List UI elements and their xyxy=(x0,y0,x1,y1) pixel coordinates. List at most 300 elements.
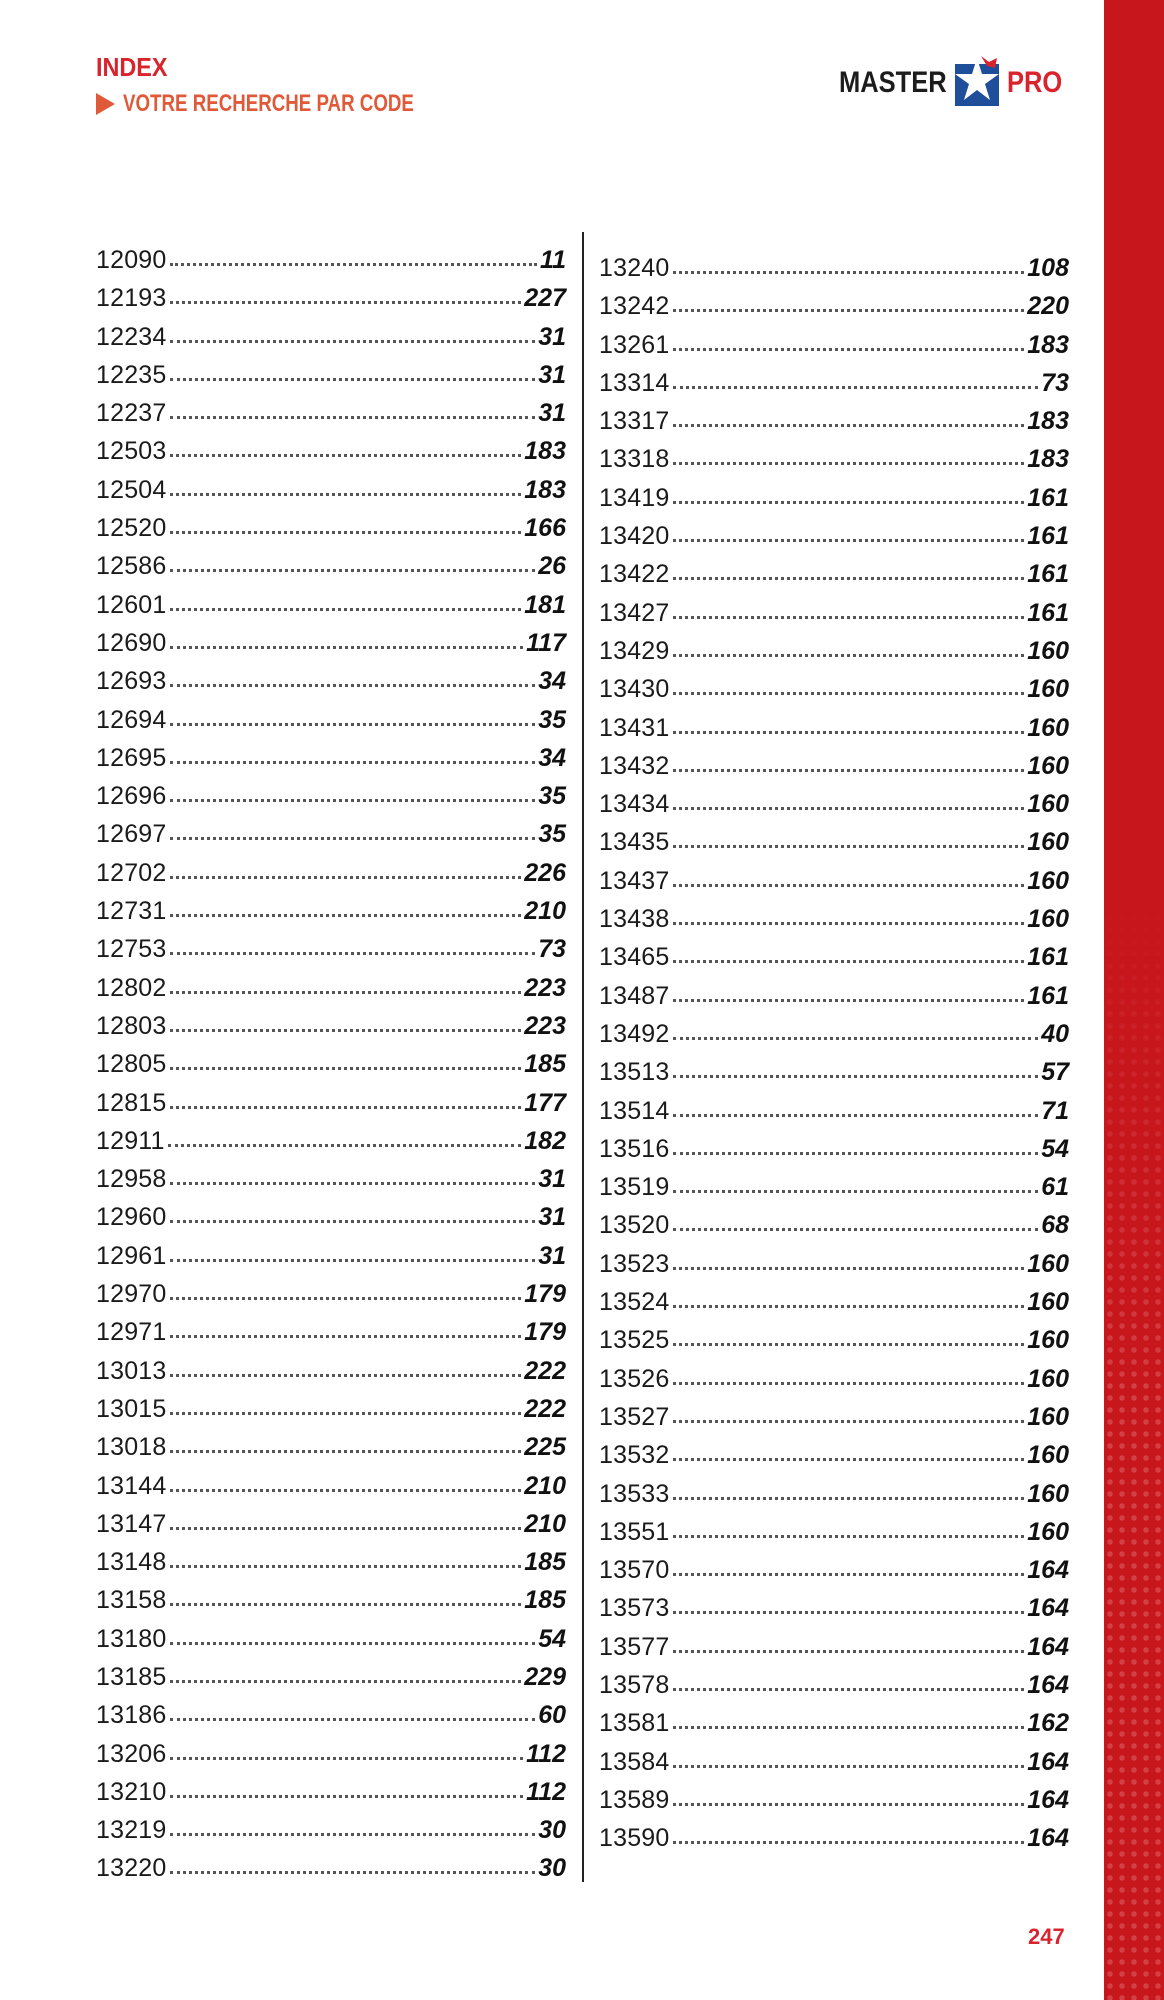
play-arrow-icon xyxy=(96,93,115,115)
product-code: 12234 xyxy=(96,322,167,351)
index-column-right xyxy=(599,249,1069,1857)
index-row xyxy=(599,709,1069,747)
product-code: 12911 xyxy=(96,1126,165,1155)
product-code: 12690 xyxy=(96,628,167,657)
index-row xyxy=(96,662,566,700)
product-code: 12503 xyxy=(96,437,167,466)
page-reference: 185 xyxy=(524,1586,566,1615)
dot-leader xyxy=(673,1841,1025,1844)
column-divider xyxy=(582,232,584,1882)
product-code: 13465 xyxy=(599,943,670,972)
product-code: 13206 xyxy=(96,1739,167,1768)
index-row xyxy=(599,1398,1069,1436)
dot-leader xyxy=(170,1527,522,1530)
product-code: 13015 xyxy=(96,1394,167,1423)
page-reference: 160 xyxy=(1027,905,1069,934)
index-row xyxy=(96,1735,566,1773)
product-code: 12696 xyxy=(96,782,167,811)
dot-leader xyxy=(673,462,1025,465)
product-code: 12235 xyxy=(96,360,167,389)
product-code: 12731 xyxy=(96,897,167,926)
page-reference: 183 xyxy=(524,437,566,466)
dot-leader xyxy=(673,731,1025,734)
index-row xyxy=(96,624,566,662)
page-reference: 60 xyxy=(538,1701,566,1730)
dot-leader xyxy=(673,807,1025,810)
page-reference: 225 xyxy=(524,1433,566,1462)
page-reference: 68 xyxy=(1041,1211,1069,1240)
page-reference: 164 xyxy=(1027,1824,1069,1853)
product-code: 13435 xyxy=(599,828,670,857)
index-row xyxy=(599,1436,1069,1474)
index-row xyxy=(96,1773,566,1811)
product-code: 12193 xyxy=(96,284,167,313)
page-reference: 30 xyxy=(538,1816,566,1845)
product-code: 13422 xyxy=(599,560,670,589)
dot-leader xyxy=(170,799,536,802)
product-code: 13581 xyxy=(599,1709,670,1738)
page-reference: 182 xyxy=(524,1126,566,1155)
dot-leader xyxy=(170,723,536,726)
page-reference: 183 xyxy=(1027,445,1069,474)
dot-leader xyxy=(673,1573,1025,1576)
dot-leader xyxy=(170,1565,522,1568)
dot-leader xyxy=(673,539,1025,542)
product-code: 13186 xyxy=(96,1701,167,1730)
index-row xyxy=(96,1658,566,1696)
page-reference: 164 xyxy=(1027,1594,1069,1623)
index-row xyxy=(599,1743,1069,1781)
page-reference: 160 xyxy=(1027,1517,1069,1546)
page-reference: 183 xyxy=(1027,407,1069,436)
logo-star-icon xyxy=(951,56,1003,110)
dot-leader xyxy=(170,454,522,457)
dot-leader xyxy=(673,960,1025,963)
page-reference: 31 xyxy=(538,1203,566,1232)
dot-leader xyxy=(673,1267,1025,1270)
dot-leader xyxy=(170,1412,522,1415)
product-code: 13487 xyxy=(599,981,670,1010)
page-reference: 73 xyxy=(538,935,566,964)
product-code: 13431 xyxy=(599,713,670,742)
product-code: 13584 xyxy=(599,1747,670,1776)
product-code: 13317 xyxy=(599,407,670,436)
product-code: 12802 xyxy=(96,973,167,1002)
page-reference: 161 xyxy=(1027,483,1069,512)
index-row xyxy=(96,279,566,317)
page-reference: 220 xyxy=(1027,292,1069,321)
dot-leader xyxy=(170,876,522,879)
dot-leader xyxy=(673,424,1025,427)
index-row xyxy=(599,555,1069,593)
dot-leader xyxy=(170,1795,524,1798)
dot-leader xyxy=(170,1489,522,1492)
product-code: 13551 xyxy=(599,1517,670,1546)
index-row xyxy=(599,1283,1069,1321)
page-reference: 162 xyxy=(1027,1709,1069,1738)
page-reference: 161 xyxy=(1027,522,1069,551)
dot-leader xyxy=(673,1190,1039,1193)
product-code: 12601 xyxy=(96,590,167,619)
dot-leader xyxy=(673,884,1025,887)
product-code: 13240 xyxy=(599,254,670,282)
index-row xyxy=(96,1849,566,1887)
dot-leader xyxy=(168,1144,522,1147)
page-number: 247 xyxy=(1028,1924,1065,1949)
dot-leader xyxy=(673,271,1025,274)
page-reference: 61 xyxy=(1041,1173,1069,1202)
dot-leader xyxy=(170,1450,522,1453)
page-reference: 164 xyxy=(1027,1632,1069,1661)
page-reference: 160 xyxy=(1027,1364,1069,1393)
dot-leader xyxy=(170,1871,536,1874)
index-row xyxy=(96,777,566,815)
index-row xyxy=(599,594,1069,632)
page-reference: 164 xyxy=(1027,1785,1069,1814)
dot-leader xyxy=(673,922,1025,925)
dot-leader xyxy=(673,654,1025,657)
index-row xyxy=(96,892,566,930)
page-reference: 179 xyxy=(524,1318,566,1347)
index-row xyxy=(96,1122,566,1160)
page-reference: 160 xyxy=(1027,751,1069,780)
product-code: 13589 xyxy=(599,1785,670,1814)
index-row xyxy=(96,356,566,394)
page-reference: 210 xyxy=(524,1509,566,1538)
index-row xyxy=(599,287,1069,325)
page-reference: 160 xyxy=(1027,675,1069,704)
dot-leader xyxy=(673,577,1025,580)
dot-leader xyxy=(170,1833,536,1836)
dot-leader xyxy=(170,1029,522,1032)
index-row xyxy=(96,1620,566,1658)
product-code: 12958 xyxy=(96,1165,167,1194)
product-code: 13430 xyxy=(599,675,670,704)
product-code: 13220 xyxy=(96,1854,167,1883)
product-code: 13533 xyxy=(599,1479,670,1508)
product-code: 13427 xyxy=(599,598,670,627)
index-row xyxy=(599,1704,1069,1742)
product-code: 12815 xyxy=(96,1088,167,1117)
dot-leader xyxy=(673,1650,1025,1653)
product-code: 13018 xyxy=(96,1433,167,1462)
index-row xyxy=(96,854,566,892)
product-code: 13419 xyxy=(599,483,670,512)
page-reference: 223 xyxy=(524,1011,566,1040)
index-row xyxy=(96,1390,566,1428)
index-row xyxy=(96,815,566,853)
index-row xyxy=(96,1313,566,1351)
product-code: 13573 xyxy=(599,1594,670,1623)
page-reference: 160 xyxy=(1027,1249,1069,1278)
product-code: 13527 xyxy=(599,1402,670,1431)
page-reference: 185 xyxy=(524,1050,566,1079)
dot-leader xyxy=(673,692,1025,695)
page-reference: 112 xyxy=(526,1739,566,1768)
product-code: 13578 xyxy=(599,1670,670,1699)
product-code: 13513 xyxy=(599,1058,670,1087)
dot-leader xyxy=(673,1382,1025,1385)
page-reference: 161 xyxy=(1027,560,1069,589)
page-reference: 73 xyxy=(1041,368,1069,397)
dot-leader xyxy=(673,1420,1025,1423)
index-row xyxy=(599,1628,1069,1666)
dot-leader xyxy=(673,1037,1039,1040)
page-reference: 31 xyxy=(538,360,566,389)
dot-leader xyxy=(170,378,536,381)
masterpro-logo xyxy=(820,56,1072,110)
product-code: 13514 xyxy=(599,1096,670,1125)
product-code: 13526 xyxy=(599,1364,670,1393)
index-row xyxy=(96,509,566,547)
page-reference: 117 xyxy=(526,628,566,657)
product-code: 13180 xyxy=(96,1624,167,1653)
index-row xyxy=(599,1551,1069,1589)
page-reference: 35 xyxy=(538,705,566,734)
logo-word-master: MASTER xyxy=(839,66,947,99)
product-code: 12695 xyxy=(96,743,167,772)
dot-leader xyxy=(170,646,524,649)
dot-leader xyxy=(673,309,1025,312)
page-reference: 164 xyxy=(1027,1556,1069,1585)
page-reference: 166 xyxy=(524,514,566,543)
page-reference: 31 xyxy=(538,322,566,351)
index-row xyxy=(599,402,1069,440)
dot-leader xyxy=(170,493,522,496)
product-code: 13532 xyxy=(599,1441,670,1470)
dot-leader xyxy=(673,1075,1039,1078)
dot-leader xyxy=(673,1152,1039,1155)
page-reference: 160 xyxy=(1027,1326,1069,1355)
product-code: 12586 xyxy=(96,552,167,581)
dot-leader xyxy=(673,501,1025,504)
product-code: 12970 xyxy=(96,1280,167,1309)
page-reference: 179 xyxy=(524,1280,566,1309)
dot-leader xyxy=(170,991,522,994)
index-row xyxy=(96,1696,566,1734)
index-row xyxy=(599,785,1069,823)
dot-leader xyxy=(170,340,536,343)
page-reference: 164 xyxy=(1027,1747,1069,1776)
page-reference: 160 xyxy=(1027,1288,1069,1317)
product-code: 12237 xyxy=(96,399,167,428)
page-reference: 34 xyxy=(538,667,566,696)
dot-leader xyxy=(673,769,1025,772)
index-row xyxy=(599,1206,1069,1244)
dot-leader xyxy=(170,1106,522,1109)
index-row xyxy=(96,1007,566,1045)
index-row xyxy=(96,1198,566,1236)
dot-leader xyxy=(673,348,1025,351)
index-row xyxy=(96,394,566,432)
dot-leader xyxy=(673,845,1025,848)
page-reference: 35 xyxy=(538,820,566,849)
index-row xyxy=(96,969,566,1007)
index-row xyxy=(96,739,566,777)
product-code: 13590 xyxy=(599,1824,670,1853)
page-reference: 71 xyxy=(1041,1096,1069,1125)
index-row xyxy=(599,900,1069,938)
index-row xyxy=(599,326,1069,364)
page-reference: 181 xyxy=(524,590,566,619)
page-reference: 34 xyxy=(538,743,566,772)
index-row xyxy=(599,670,1069,708)
index-row xyxy=(599,1513,1069,1551)
product-code: 13185 xyxy=(96,1662,167,1691)
index-row xyxy=(599,977,1069,1015)
index-row xyxy=(599,1781,1069,1819)
product-code: 13144 xyxy=(96,1471,167,1500)
page-reference: 54 xyxy=(538,1624,566,1653)
page-reference: 30 xyxy=(538,1854,566,1883)
index-row xyxy=(96,1045,566,1083)
index-row xyxy=(599,249,1069,287)
product-code: 13438 xyxy=(599,905,670,934)
page-reference: 161 xyxy=(1027,598,1069,627)
dot-leader xyxy=(673,386,1039,389)
product-code: 12697 xyxy=(96,820,167,849)
page-reference: 160 xyxy=(1027,790,1069,819)
dot-leader xyxy=(170,608,522,611)
index-row xyxy=(96,318,566,356)
index-subtitle-text: VOTRE RECHERCHE PAR CODE xyxy=(123,90,414,117)
product-code: 13524 xyxy=(599,1288,670,1317)
page-reference: 40 xyxy=(1041,1019,1069,1048)
page-reference: 26 xyxy=(538,552,566,581)
index-row xyxy=(96,1084,566,1122)
index-row xyxy=(599,862,1069,900)
dot-leader xyxy=(673,1688,1025,1691)
page-reference: 161 xyxy=(1027,981,1069,1010)
product-code: 13314 xyxy=(599,368,670,397)
page-reference: 160 xyxy=(1027,713,1069,742)
dot-leader xyxy=(170,1297,522,1300)
index-title: INDEX xyxy=(96,52,168,82)
page-reference: 226 xyxy=(524,858,566,887)
product-code: 13261 xyxy=(599,330,670,359)
index-subtitle xyxy=(96,90,496,118)
side-red-band xyxy=(1104,0,1164,2000)
index-row xyxy=(599,1819,1069,1857)
product-code: 12971 xyxy=(96,1318,167,1347)
page-reference: 210 xyxy=(524,897,566,926)
index-row xyxy=(96,1160,566,1198)
dot-leader xyxy=(170,263,538,266)
index-row xyxy=(96,1352,566,1390)
index-row xyxy=(599,938,1069,976)
page-reference: 108 xyxy=(1027,254,1069,282)
product-code: 13219 xyxy=(96,1816,167,1845)
product-code: 13492 xyxy=(599,1019,670,1048)
dot-leader xyxy=(170,1067,522,1070)
index-row xyxy=(599,440,1069,478)
product-code: 12693 xyxy=(96,667,167,696)
index-row xyxy=(96,1543,566,1581)
product-code: 12694 xyxy=(96,705,167,734)
dot-leader xyxy=(170,761,536,764)
product-code: 13516 xyxy=(599,1134,670,1163)
index-row xyxy=(599,1321,1069,1359)
dot-leader xyxy=(170,1259,536,1262)
page-reference: 183 xyxy=(524,475,566,504)
dot-leader xyxy=(170,952,536,955)
page-reference: 54 xyxy=(1041,1134,1069,1163)
dot-leader xyxy=(170,914,522,917)
dot-leader xyxy=(170,837,536,840)
page-reference: 160 xyxy=(1027,1402,1069,1431)
page-reference: 160 xyxy=(1027,1479,1069,1508)
product-code: 13210 xyxy=(96,1777,167,1806)
index-row xyxy=(599,632,1069,670)
page-reference: 160 xyxy=(1027,636,1069,665)
page-reference: 160 xyxy=(1027,866,1069,895)
product-code: 13148 xyxy=(96,1548,167,1577)
index-row xyxy=(96,701,566,739)
product-code: 13520 xyxy=(599,1211,670,1240)
dot-leader xyxy=(673,1114,1039,1117)
dot-leader xyxy=(170,1335,522,1338)
dot-leader xyxy=(170,1220,536,1223)
dot-leader xyxy=(673,999,1025,1002)
dot-leader xyxy=(673,1611,1025,1614)
page-reference: 222 xyxy=(524,1356,566,1385)
page-reference: 222 xyxy=(524,1394,566,1423)
product-code: 12520 xyxy=(96,514,167,543)
page-reference: 31 xyxy=(538,1165,566,1194)
product-code: 12805 xyxy=(96,1050,167,1079)
product-code: 12961 xyxy=(96,1241,167,1270)
dot-leader xyxy=(673,616,1025,619)
page-reference: 11 xyxy=(540,246,566,274)
page-reference: 229 xyxy=(524,1662,566,1691)
product-code: 12504 xyxy=(96,475,167,504)
index-row xyxy=(599,364,1069,402)
product-code: 13434 xyxy=(599,790,670,819)
logo-word-pro: PRO xyxy=(1006,66,1062,99)
index-row xyxy=(599,1589,1069,1627)
product-code: 13432 xyxy=(599,751,670,780)
page-reference: 161 xyxy=(1027,943,1069,972)
dot-leader xyxy=(170,1757,524,1760)
product-code: 13420 xyxy=(599,522,670,551)
product-code: 12702 xyxy=(96,858,167,887)
dot-leader xyxy=(673,1343,1025,1346)
index-row xyxy=(599,823,1069,861)
page-reference: 183 xyxy=(1027,330,1069,359)
product-code: 12960 xyxy=(96,1203,167,1232)
dot-leader xyxy=(673,1305,1025,1308)
product-code: 12803 xyxy=(96,1011,167,1040)
index-row xyxy=(599,1245,1069,1283)
dot-leader xyxy=(170,416,536,419)
product-code: 13147 xyxy=(96,1509,167,1538)
product-code: 13242 xyxy=(599,292,670,321)
index-row xyxy=(96,1581,566,1619)
index-row xyxy=(96,1428,566,1466)
page-reference: 160 xyxy=(1027,1441,1069,1470)
dot-leader xyxy=(170,1680,522,1683)
dot-leader xyxy=(170,1182,536,1185)
dot-leader xyxy=(673,1535,1025,1538)
product-code: 12753 xyxy=(96,935,167,964)
index-row xyxy=(96,1275,566,1313)
index-row xyxy=(599,1168,1069,1206)
dot-leader xyxy=(673,1726,1025,1729)
index-row xyxy=(599,747,1069,785)
page-reference: 112 xyxy=(526,1777,566,1806)
index-row xyxy=(599,517,1069,555)
product-code: 13437 xyxy=(599,866,670,895)
